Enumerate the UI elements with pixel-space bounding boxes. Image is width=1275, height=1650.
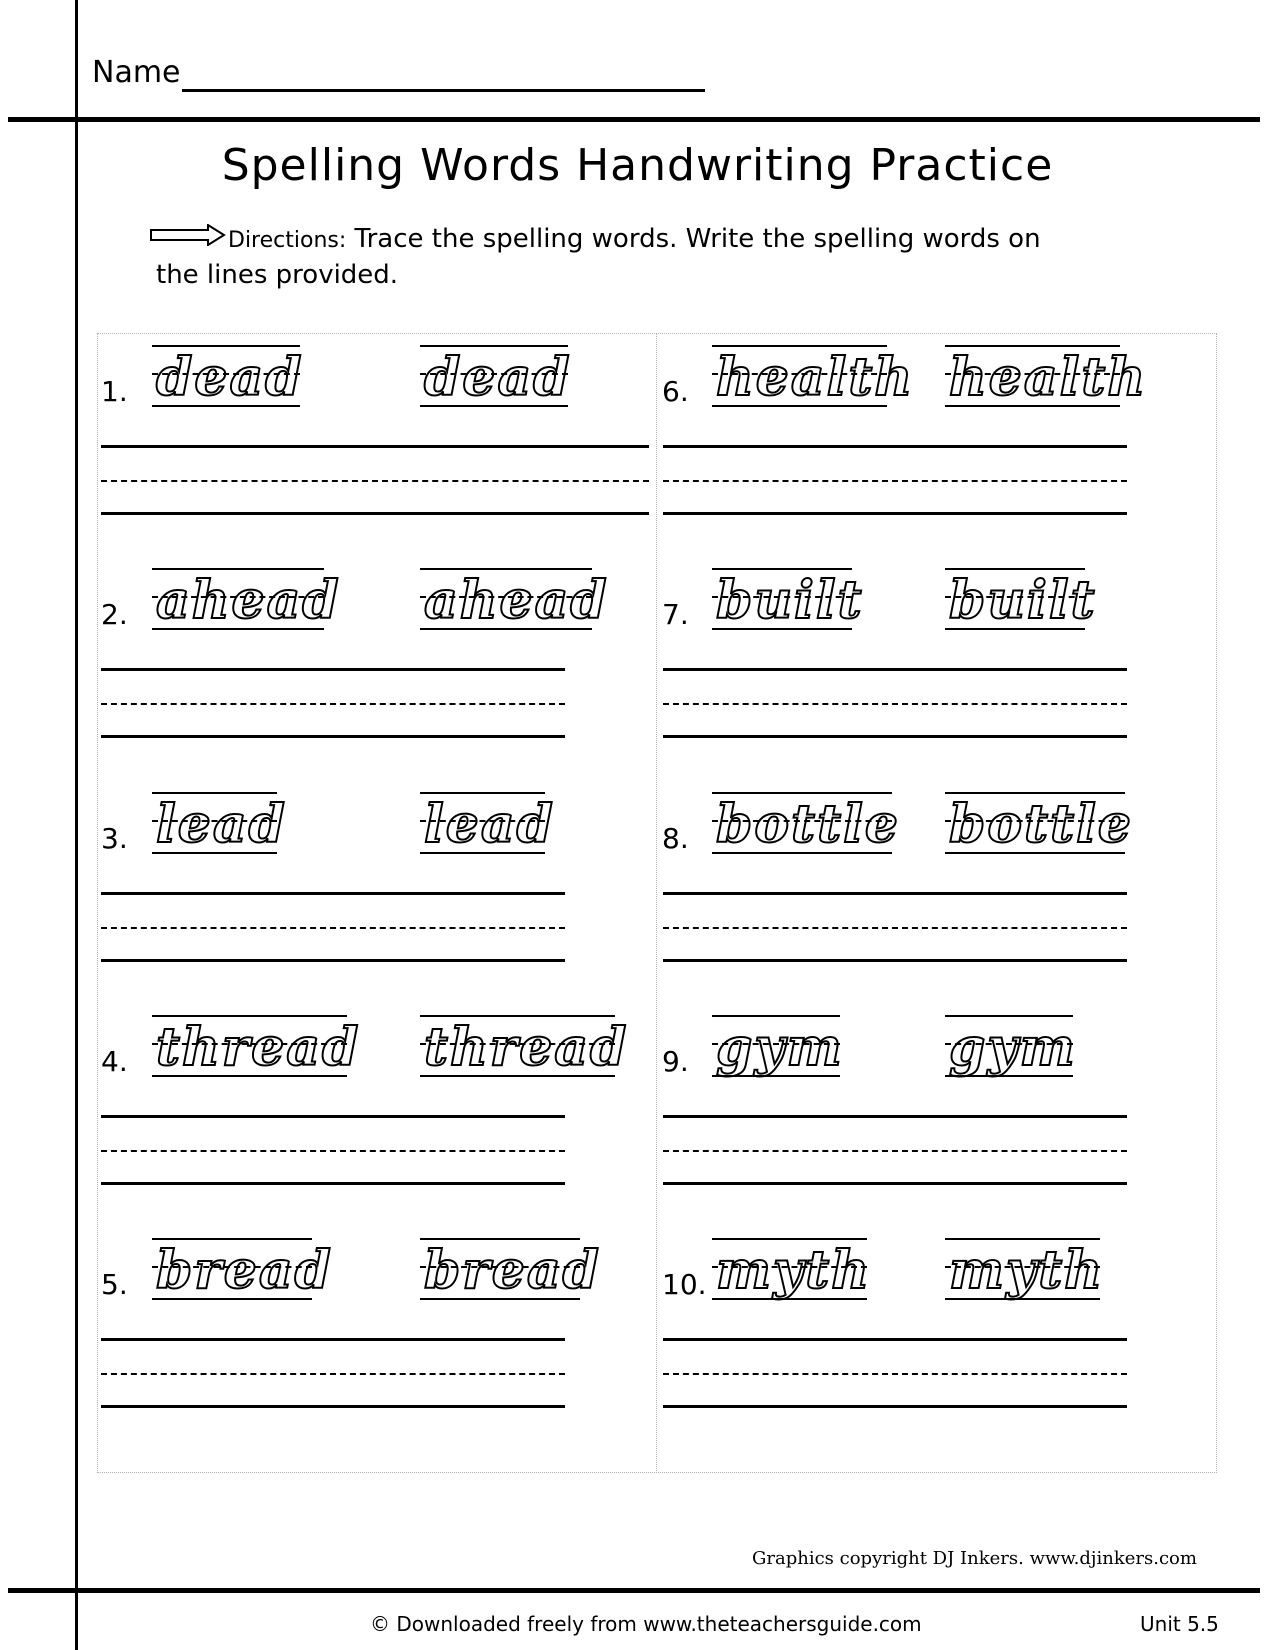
directions-text	[228, 218, 1128, 262]
trace-word[interactable]	[152, 1015, 361, 1085]
unit-label: Unit 5.5	[1140, 1612, 1219, 1636]
trace-word-text: bottle	[949, 794, 1133, 855]
writing-base-line[interactable]	[663, 959, 1127, 962]
trace-word-text: dead	[156, 347, 304, 408]
writing-base-line[interactable]	[101, 735, 565, 738]
trace-word-text: ahead	[424, 570, 609, 631]
writing-mid-line	[101, 703, 565, 705]
trace-word[interactable]	[712, 1015, 844, 1085]
writing-top-line[interactable]	[101, 1115, 565, 1118]
trace-word-text: lead	[424, 794, 555, 855]
writing-base-line[interactable]	[101, 959, 565, 962]
trace-word[interactable]	[152, 568, 341, 638]
word-number: 8.	[662, 822, 689, 855]
writing-top-line[interactable]	[101, 1338, 565, 1341]
word-number: 3.	[101, 822, 128, 855]
trace-word-text: thread	[424, 1017, 629, 1078]
trace-word-text: gym	[949, 1017, 1077, 1078]
writing-mid-line	[663, 703, 1127, 705]
word-number: 1.	[101, 375, 128, 408]
word-number: 7.	[662, 598, 689, 631]
trace-word[interactable]	[420, 792, 555, 862]
writing-top-line[interactable]	[663, 1115, 1127, 1118]
writing-top-line[interactable]	[663, 1338, 1127, 1341]
writing-top-line[interactable]	[663, 445, 1127, 448]
writing-base-line[interactable]	[663, 1182, 1127, 1185]
writing-top-line[interactable]	[101, 892, 565, 895]
header-divider	[8, 117, 1260, 122]
trace-word[interactable]	[945, 792, 1133, 862]
trace-word[interactable]	[945, 568, 1097, 638]
trace-word[interactable]	[945, 1015, 1077, 1085]
writing-base-line[interactable]	[663, 1405, 1127, 1408]
margin-vertical-line	[75, 0, 78, 1650]
trace-word-text: myth	[716, 1240, 872, 1301]
trace-word-text: bread	[156, 1240, 333, 1301]
writing-base-line[interactable]	[101, 512, 649, 515]
word-number: 5.	[101, 1268, 128, 1301]
footer-divider	[8, 1588, 1260, 1593]
trace-word[interactable]	[945, 345, 1148, 415]
trace-word-text: myth	[949, 1240, 1105, 1301]
trace-word[interactable]	[152, 345, 304, 415]
writing-mid-line	[101, 927, 565, 929]
writing-top-line[interactable]	[101, 668, 565, 671]
page-title: Spelling Words Handwriting Practice	[221, 140, 1054, 191]
trace-word[interactable]	[420, 1238, 601, 1308]
word-number: 9.	[662, 1045, 689, 1078]
trace-word[interactable]	[712, 345, 915, 415]
trace-word-text: thread	[156, 1017, 361, 1078]
writing-mid-line	[663, 1373, 1127, 1375]
trace-word-text: lead	[156, 794, 287, 855]
directions-line1: Trace the spelling words. Write the spelling words on	[354, 224, 1041, 254]
name-label: Name	[92, 55, 181, 90]
trace-word-text: built	[716, 570, 864, 631]
trace-word-text: gym	[716, 1017, 844, 1078]
trace-word-text: bottle	[716, 794, 900, 855]
trace-word[interactable]	[152, 1238, 333, 1308]
trace-word[interactable]	[420, 1015, 629, 1085]
trace-word-text: ahead	[156, 570, 341, 631]
trace-word-text: dead	[424, 347, 572, 408]
writing-top-line[interactable]	[663, 892, 1127, 895]
writing-mid-line	[101, 480, 649, 482]
writing-base-line[interactable]	[663, 512, 1127, 515]
writing-top-line[interactable]	[101, 445, 649, 448]
footer-text: © Downloaded freely from www.theteachersguide.com	[370, 1612, 922, 1636]
word-number: 10.	[662, 1268, 707, 1301]
directions-line2: the lines provided.	[156, 260, 399, 290]
trace-word[interactable]	[712, 1238, 872, 1308]
writing-mid-line	[101, 1373, 565, 1375]
trace-word-text: built	[949, 570, 1097, 631]
trace-word[interactable]	[945, 1238, 1105, 1308]
trace-word-text: bread	[424, 1240, 601, 1301]
name-input-line[interactable]	[182, 89, 705, 92]
writing-mid-line	[663, 1150, 1127, 1152]
trace-word[interactable]	[152, 792, 287, 862]
trace-word-text: health	[716, 347, 915, 408]
trace-word[interactable]	[420, 568, 609, 638]
writing-mid-line	[663, 927, 1127, 929]
directions-label: Directions:	[228, 228, 347, 253]
grid-column-divider	[656, 333, 657, 1473]
trace-word[interactable]	[712, 568, 864, 638]
writing-top-line[interactable]	[663, 668, 1127, 671]
arrow-right-icon	[150, 224, 226, 246]
trace-word[interactable]	[420, 345, 572, 415]
word-number: 2.	[101, 598, 128, 631]
word-number: 6.	[662, 375, 689, 408]
trace-word-text: health	[949, 347, 1148, 408]
word-number: 4.	[101, 1045, 128, 1078]
graphics-credit: Graphics copyright DJ Inkers. www.djinkers.com	[752, 1548, 1197, 1569]
trace-word[interactable]	[712, 792, 900, 862]
writing-base-line[interactable]	[101, 1182, 565, 1185]
writing-mid-line	[101, 1150, 565, 1152]
writing-mid-line	[663, 480, 1127, 482]
writing-base-line[interactable]	[663, 735, 1127, 738]
writing-base-line[interactable]	[101, 1405, 565, 1408]
